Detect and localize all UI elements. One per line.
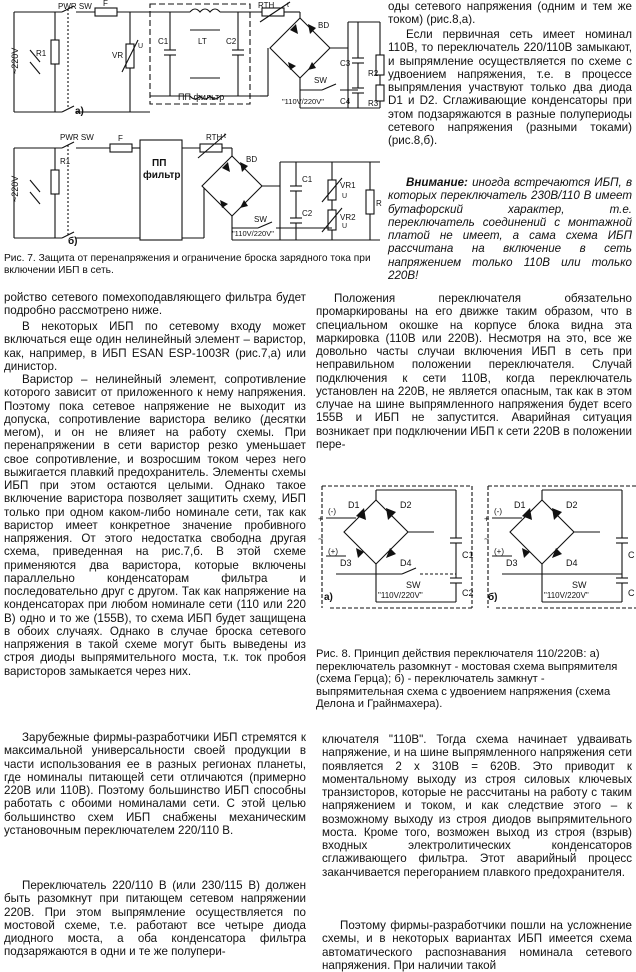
fig7b-sw-mode-label: "110V/220V" [232, 229, 274, 238]
right-bottom-paragraph-2: Поэтому фирмы-разработчики пошли на усложнение схемы, и в некоторых вариантах ИБП имеется схема автоматического распознавания номинала сетевого напряжения. При наличии такой [322, 919, 632, 972]
right-bottom-paragraph-1: ключателя "110В". Тогда схема начинает удваивать напряжение, и на шине выпрямленного напряжения сети появляется 2 х 310В = 620В. Это приводит к моментальному выходу из строя силовых ключевых транзисторов, которые не рассчитаны на работу с таким напряжением и током, и как следствие этого – к возможному выходу из строя диодов выпрямительного моста. Кроме того, возможен выход из строя (взрыв) входных электролитических конденсаторов сглаживающего фильтра. Этот аварийный процесс заканчивается перегоранием плавкого предохранителя. [322, 733, 632, 879]
fig7a-panel-label: а) [75, 106, 84, 117]
fig8b-c2: C [628, 588, 635, 598]
fig8b-plus: + [484, 514, 490, 524]
fig8b-c1: C [628, 550, 635, 560]
fig8a-d3: D3 [340, 558, 352, 568]
right-attention-paragraph [388, 176, 632, 282]
fig7b-t-label: t [224, 133, 226, 140]
figure-8-schematic [316, 478, 636, 646]
fig8a-panel-label: а) [324, 592, 333, 603]
fig8a-sw: SW [406, 580, 421, 590]
fig7a-pwr-sw-label: PWR SW [58, 2, 92, 11]
fig7a-vr-label: VR [112, 51, 124, 60]
fig7b-u2-label: U [342, 223, 348, 230]
fig7b-sw-label: SW [254, 215, 267, 224]
fig7a-sw-label: SW [314, 76, 327, 85]
fig8b-sw: SW [572, 580, 587, 590]
fig8a-tilde: ~ [318, 534, 324, 544]
fig7b-c1-label: C1 [302, 175, 313, 184]
figure-7a-schematic [0, 0, 390, 128]
fig7a-c3-label: C3 [340, 59, 351, 68]
fig7b-panel-label: б) [68, 236, 78, 247]
fig7b-vr1-label: VR1 [340, 181, 356, 190]
fig8a-c1: C1 [462, 550, 474, 560]
attention-label: Внимание: [406, 176, 468, 189]
right-top-paragraph-1: оды сетевого напряжения (одним и тем же током) (рис.8,а). [388, 0, 632, 27]
fig8a-minus: (-) [328, 507, 336, 516]
fig7a-filter-label: ПП фильтр [178, 92, 225, 102]
left-paragraph-2: В некоторых ИБП по сетевому входу может включаться еще один нелинейный элемент – варистор, как, например, в ИБП ESAN ESP-1003R (рис.7,а) или динистор. [4, 320, 306, 373]
figure-8-caption: Рис. 8. Принцип действия переключателя 110/220В: а) переключатель разомкнут - мостовая схема выпрямителя (схема Герца); б) - переключатель замкнут - выпрямительная схема с удвоением напряжения (схема Делона и Грайнмахера). [316, 648, 618, 711]
fig7b-input-label: ~220V [10, 175, 20, 202]
fig7a-c4-label: C4 [340, 97, 351, 106]
fig7b-bd-label: BD [246, 155, 258, 164]
fig8b-d4: D4 [566, 558, 578, 568]
fig7a-sw-mode-label: "110V/220V" [282, 97, 324, 106]
fig7b-filter-line1: ПП [152, 158, 167, 169]
right-top-paragraph-2: Если первичная сеть имеет номинал 110В, то переключатель 220/110В замыкают, и выпрямление осуществляется по схеме с удвоением напряжения, т.е. в процессе выпрямления участвуют только два диода D1 и D2. Сглаживающие конденсаторы при этом подзаряжаются в разные полупериоды сетевого напряжения (разными токами) (рис.8,б). [388, 28, 632, 147]
attention-text: иногда встречаются ИБП, в которых переключатель 230В/110 В имеет бутафорский характер, т.е. переключатель соединений с монтажной платой не имеет, а сама схема ИБП рассчитана на включение в сеть напряжением только 110В или только 220В! [388, 176, 632, 282]
fig7a-lt-label: LT [198, 37, 207, 46]
fig7a-r2-label: R2 [368, 69, 379, 78]
fig8b-plus2: (+) [494, 547, 504, 556]
fig7a-bd-label: BD [318, 21, 330, 30]
left-paragraph-5: Переключатель 220/110 В (или 230/115 В) должен быть разомкнут при питающем сетевом напряжении 220В. При этом выпрямление осуществляется по мостовой схеме, т.е. работают все четыре диода диодного моста, а оба конденсатора фильтра подзаряжаются в одни и те же полупери- [4, 879, 306, 959]
fig7a-r1-label: R1 [36, 49, 47, 58]
right-mid-paragraph: Положения переключателя обязательно промаркированы на его движке таким образом, что в специальном окошке на корпусе блока видна эта маркировка (110В или 220В). Несмотря на это, все же довольно часты случаи включения ИБП в сеть при неправильном положении переключателя. Случай подключения к сети 110В, когда переключатель установлен на 220В, не является опасным, так как в этом случае на шине выпрямленного напряжения будет всего 155В и ИБП не запустится. Аварийная ситуация возникает при подключении ИБП к сети 220В в положении пере- [316, 292, 632, 451]
fig7a-r3-label: R3 [368, 99, 379, 108]
left-paragraph-4: Зарубежные фирмы-разработчики ИБП стремятся к максимальной универсальности своей продукции в части использования ее в разных регионах планеты, где номиналы питающей сети отличаются (примерно 220В или 110В). Поэтому большинство ИБП способны работать с обоими номиналами сети. С этой целью большинство схем ИБП снабжены механическим установочным переключателем 220/110 В. [4, 731, 306, 837]
figure-7-caption: Рис. 7. Защита от перенапряжения и ограничение броска зарядного тока при включении ИБП в сеть. [4, 253, 371, 276]
fig7b-pwr-sw-label: PWR SW [60, 133, 94, 142]
fig7a-rth-label: RTH [258, 1, 275, 10]
left-paragraph-3: Варистор – нелинейный элемент, сопротивление которого зависит от приложенного к нему напряжения. Поэтому пока сетевое напряжение не выходит из допуска, сопротивление варистора велико (десятки мегом), и он не влияет на работу схемы. При перенапряжении в сети варистор резко уменьшает свое сопротивление, и возросшим током через него выжигается плавкий предохранитель. Элементы схемы ИБП при этом остаются целыми. Однако такое включение варистора позволяет защитить схему, ИБП только при одном каком-либо номинале сети, так как варистор имеет конкретное значение пробивного напряжения. От этого недостатка свободна другая схема, приведенная на рис.7,б. В этой схеме применяются два варистора, которые включены параллельно конденсаторам фильтра и последовательно друг с другом. Так как напряжение на конденсаторах при любом номинале сети (110 или 220 В) одно и то же (155В), то схема ИБП будет защищена в обоих случаях. Однако в случае броска сетевого напряжения в такой схеме могут быть выведены из строя диоды выпрямительного моста, т.к. ток пробоя варисторов замыкается через них. [4, 373, 306, 678]
fig7a-input-label: ~220V [10, 47, 20, 74]
fig7a-fuse-label: F [103, 0, 108, 8]
fig7a-c2-label: C2 [226, 37, 237, 46]
fig8b-d2: D2 [566, 500, 578, 510]
figure-7b-schematic [0, 128, 390, 250]
fig7b-filter-line2: фильтр [143, 170, 181, 181]
left-paragraph-1: ройство сетевого помехоподавляющего фильтра будет подробно рассмотрено ниже. [4, 291, 306, 318]
fig8b-d1: D1 [514, 500, 526, 510]
fig7a-u-label: U [138, 43, 144, 50]
fig7a-t-label: t [287, 2, 289, 9]
fig8b-tilde: ~ [484, 534, 490, 544]
fig8b-sw-mode: "110V/220V" [544, 591, 589, 600]
fig8a-d2: D2 [400, 500, 412, 510]
fig8a-sw-mode: "110V/220V" [378, 591, 423, 600]
fig7a-c1-label: C1 [158, 37, 169, 46]
fig8a-plus: + [318, 514, 324, 524]
fig7b-vr2-label: VR2 [340, 213, 356, 222]
fig8a-c2: C2 [462, 588, 474, 598]
fig8b-panel-label: б) [488, 592, 498, 603]
fig8a-d4: D4 [400, 558, 412, 568]
fig7b-fuse-label: F [118, 134, 123, 143]
fig7b-r1-label: R1 [60, 157, 71, 166]
fig7b-u1-label: U [342, 193, 348, 200]
fig7b-rth-label: RTH [206, 133, 223, 142]
fig8b-minus: (-) [494, 507, 502, 516]
fig8a-plus2: (+) [328, 547, 338, 556]
fig8a-d1: D1 [348, 500, 360, 510]
fig7b-r-label: R [376, 199, 382, 208]
fig7b-c2-label: C2 [302, 209, 313, 218]
fig8b-d3: D3 [506, 558, 518, 568]
